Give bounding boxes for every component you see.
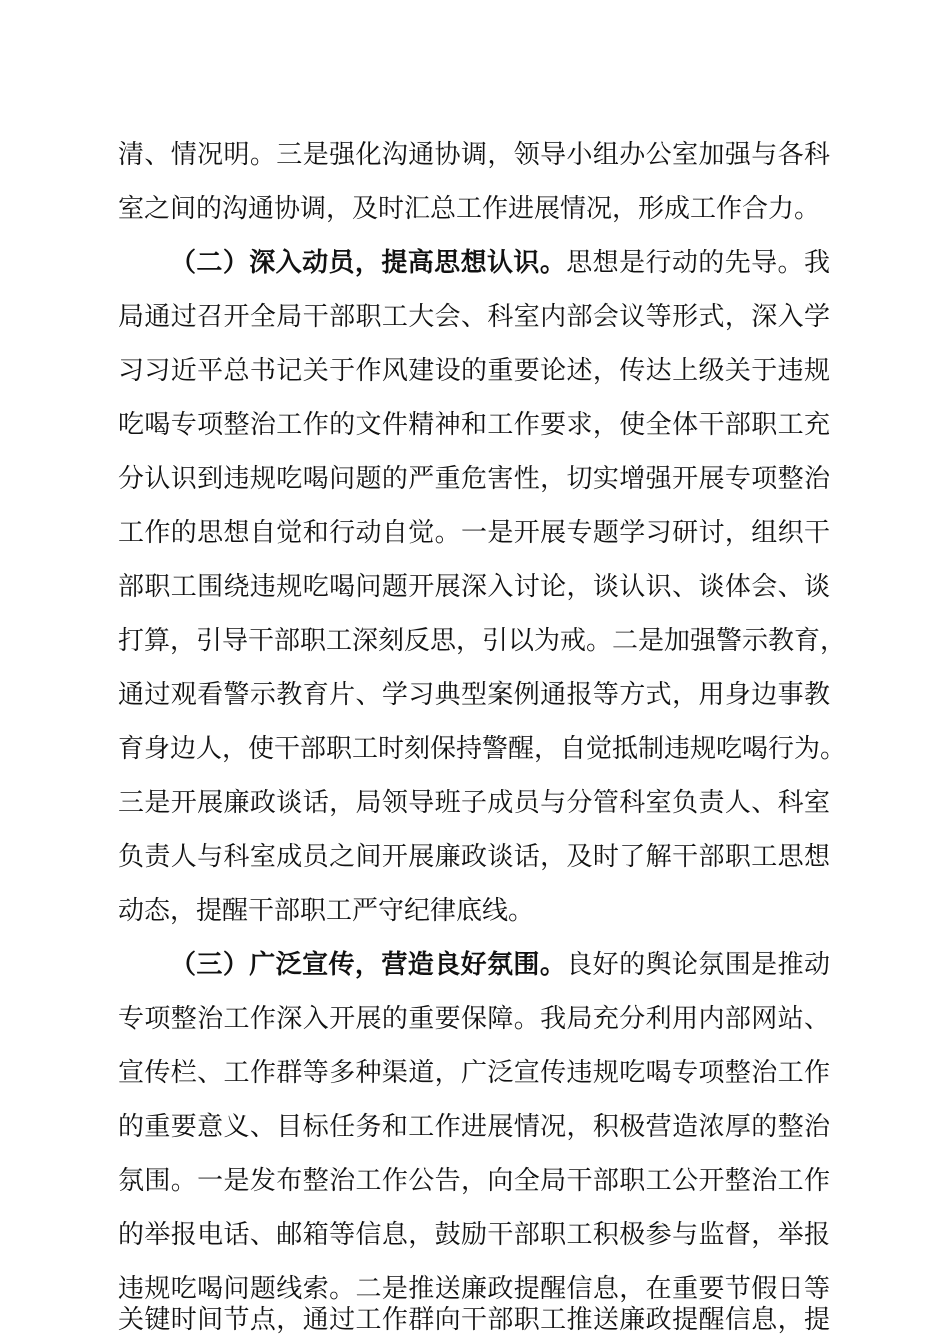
text-line: 习习近平总书记关于作风建设的重要论述，传达上级关于违规 <box>118 356 830 386</box>
text-line: 三是开展廉政谈话，局领导班子成员与分管科室负责人、科室 <box>118 788 830 818</box>
text-line-continuation: 良好的舆论氛围是推动 <box>566 950 830 980</box>
section-heading: （三）广泛宣传，营造良好氛围。 <box>170 950 567 980</box>
text-line: 的重要意义、目标任务和工作进展情况，积极营造浓厚的整治 <box>118 1112 830 1142</box>
section-heading: （二）深入动员，提高思想认识。 <box>170 248 567 278</box>
text-line: 打算，引导干部职工深刻反思，引以为戒。二是加强警示教育， <box>118 626 847 656</box>
text-line: 工作的思想自觉和行动自觉。一是开展专题学习研讨，组织干 <box>118 518 830 548</box>
text-line: 关键时间节点，通过工作群向干部职工推送廉政提醒信息，提 <box>118 1305 830 1335</box>
text-line-continuation: 思想是行动的先导。我 <box>566 248 830 278</box>
text-line: 吃喝专项整治工作的文件精神和工作要求，使全体干部职工充 <box>118 410 830 440</box>
section-heading-line <box>170 941 830 989</box>
text-line: 部职工围绕违规吃喝问题开展深入讨论，谈认识、谈体会、谈 <box>118 572 830 602</box>
text-line: 违规吃喝问题线索。二是推送廉政提醒信息，在重要节假日等 <box>118 1274 830 1304</box>
text-line: 的举报电话、邮箱等信息，鼓励干部职工积极参与监督，举报 <box>118 1220 830 1250</box>
text-line: 分认识到违规吃喝问题的严重危害性，切实增强开展专项整治 <box>118 464 830 494</box>
text-line: 专项整治工作深入开展的重要保障。我局充分利用内部网站、 <box>118 1004 830 1034</box>
text-line: 通过观看警示教育片、学习典型案例通报等方式，用身边事教 <box>118 680 830 710</box>
text-line: 动态，提醒干部职工严守纪律底线。 <box>118 896 535 926</box>
text-line: 负责人与科室成员之间开展廉政谈话，及时了解干部职工思想 <box>118 842 830 872</box>
text-line: 氛围。一是发布整治工作公告，向全局干部职工公开整治工作 <box>118 1166 830 1196</box>
text-line: 宣传栏、工作群等多种渠道，广泛宣传违规吃喝专项整治工作 <box>118 1058 830 1088</box>
text-line: 育身边人，使干部职工时刻保持警醒，自觉抵制违规吃喝行为。 <box>118 734 847 764</box>
text-line: 室之间的沟通协调，及时汇总工作进展情况，形成工作合力。 <box>118 194 821 224</box>
text-line: 局通过召开全局干部职工大会、科室内部会议等形式，深入学 <box>118 302 830 332</box>
text-line: 清、情况明。三是强化沟通协调，领导小组办公室加强与各科 <box>118 140 830 170</box>
section-heading-line <box>170 239 830 287</box>
